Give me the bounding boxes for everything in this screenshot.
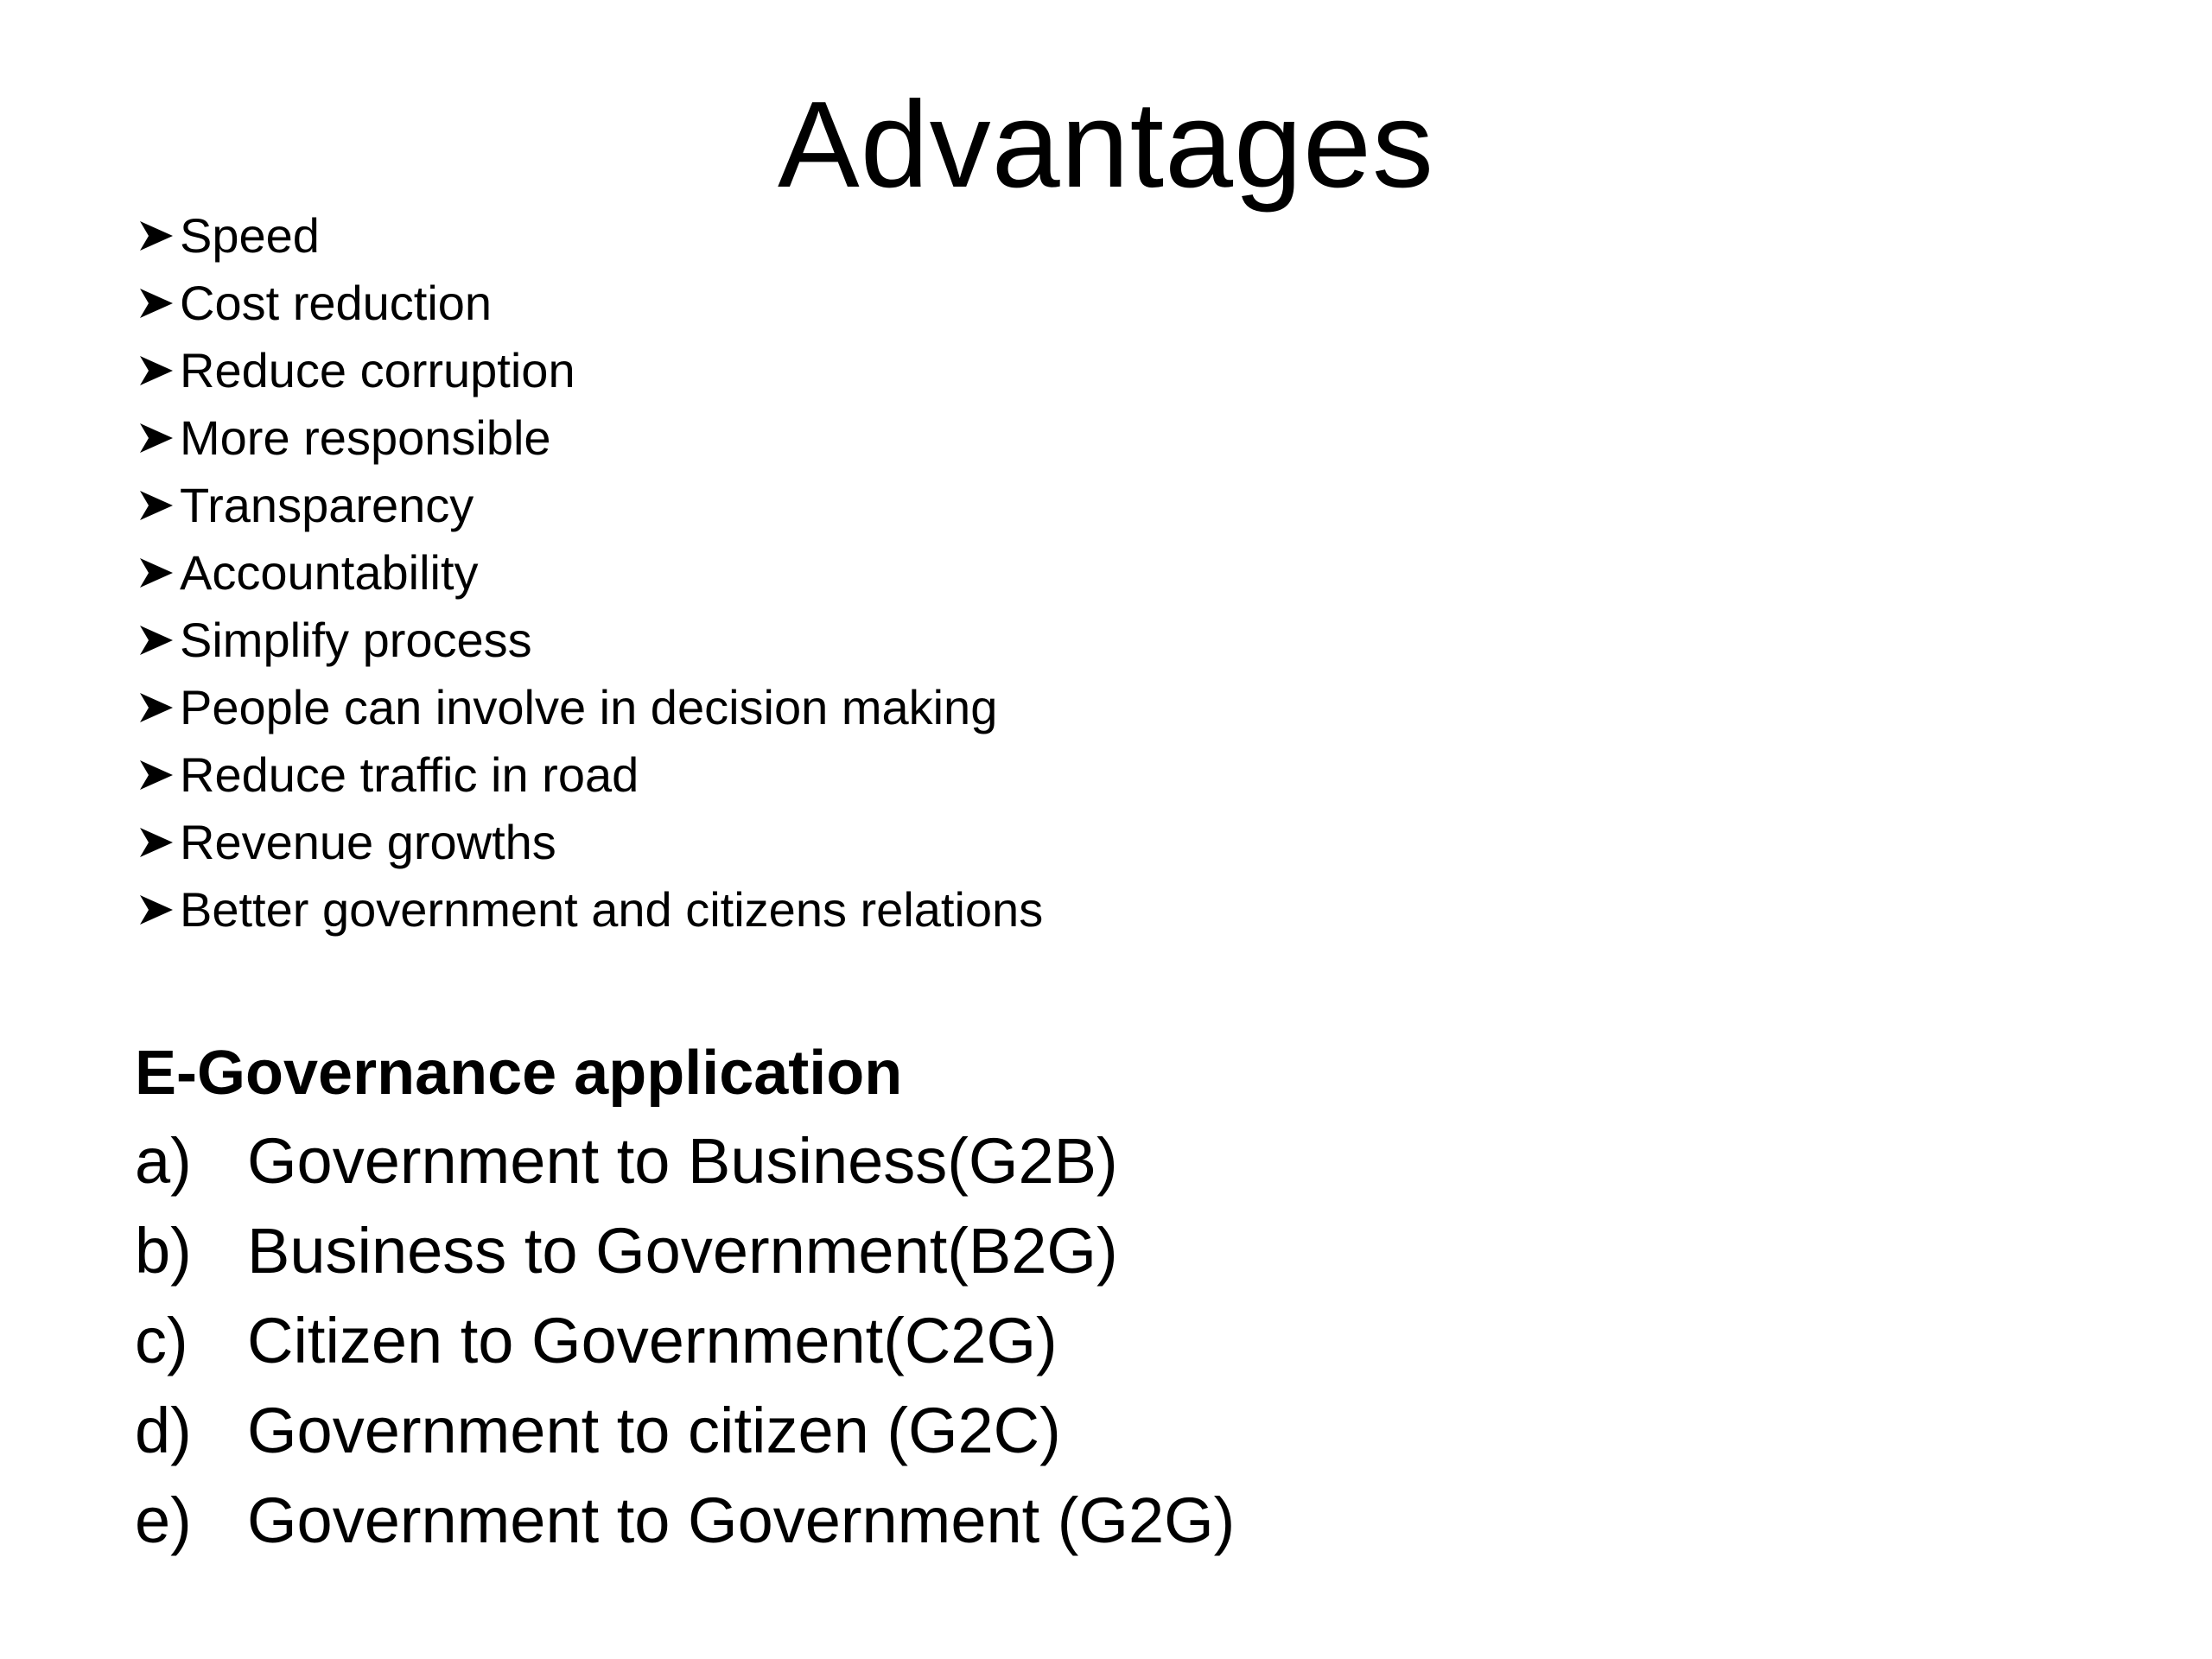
- list-marker: a): [135, 1125, 192, 1197]
- list-item-label: Government to citizen (G2C): [247, 1395, 1061, 1466]
- list-item: [137, 337, 1043, 404]
- arrowhead-bullet-icon: [137, 486, 176, 525]
- list-item-label: Cost reduction: [180, 276, 493, 330]
- list-item: [137, 809, 1043, 876]
- list-item: [135, 1296, 1235, 1386]
- list-item-label: Government to Business(G2B): [247, 1125, 1118, 1197]
- list-item: [137, 472, 1043, 539]
- list-marker: c): [135, 1305, 188, 1376]
- list-item: [135, 1386, 1235, 1476]
- arrowhead-bullet-icon: [137, 553, 176, 593]
- arrowhead-bullet-icon: [137, 755, 176, 795]
- list-item: [137, 404, 1043, 472]
- list-item-label: Government to Government (G2G): [247, 1484, 1236, 1556]
- list-item: [137, 202, 1043, 270]
- arrowhead-bullet-icon: [137, 351, 176, 391]
- list-item-label: People can involve in decision making: [180, 680, 998, 734]
- applications-list: [135, 1116, 1235, 1566]
- list-item: [137, 539, 1043, 607]
- list-item-label: Reduce corruption: [180, 343, 575, 397]
- list-item: [137, 674, 1043, 741]
- list-item: [135, 1116, 1235, 1206]
- list-item-label: Accountability: [180, 545, 479, 600]
- list-item: [135, 1476, 1235, 1566]
- list-item-label: Citizen to Government(C2G): [247, 1305, 1058, 1376]
- list-item: [137, 876, 1043, 944]
- arrowhead-bullet-icon: [137, 283, 176, 323]
- arrowhead-bullet-icon: [137, 890, 176, 930]
- list-item-label: More responsible: [180, 410, 551, 465]
- list-item-label: Speed: [180, 208, 320, 263]
- list-item-label: Better government and citizens relations: [180, 882, 1044, 937]
- arrowhead-bullet-icon: [137, 688, 176, 728]
- list-item: [135, 1206, 1235, 1296]
- advantages-list: [137, 202, 1043, 944]
- arrowhead-bullet-icon: [137, 418, 176, 458]
- list-item: [137, 270, 1043, 337]
- list-item: [137, 741, 1043, 809]
- slide-title: Advantages: [777, 76, 1434, 213]
- list-item-label: Simplify process: [180, 613, 532, 667]
- list-marker: d): [135, 1395, 192, 1466]
- list-item-label: Reduce traffic in road: [180, 747, 639, 802]
- list-marker: e): [135, 1484, 192, 1556]
- list-item-label: Business to Government(B2G): [247, 1215, 1118, 1287]
- list-item-label: Transparency: [180, 478, 474, 532]
- list-item-label: Revenue growths: [180, 815, 556, 869]
- applications-heading: E-Governance application: [135, 1039, 903, 1108]
- arrowhead-bullet-icon: [137, 216, 176, 256]
- arrowhead-bullet-icon: [137, 823, 176, 862]
- arrowhead-bullet-icon: [137, 620, 176, 660]
- list-item: [137, 607, 1043, 674]
- list-marker: b): [135, 1215, 192, 1287]
